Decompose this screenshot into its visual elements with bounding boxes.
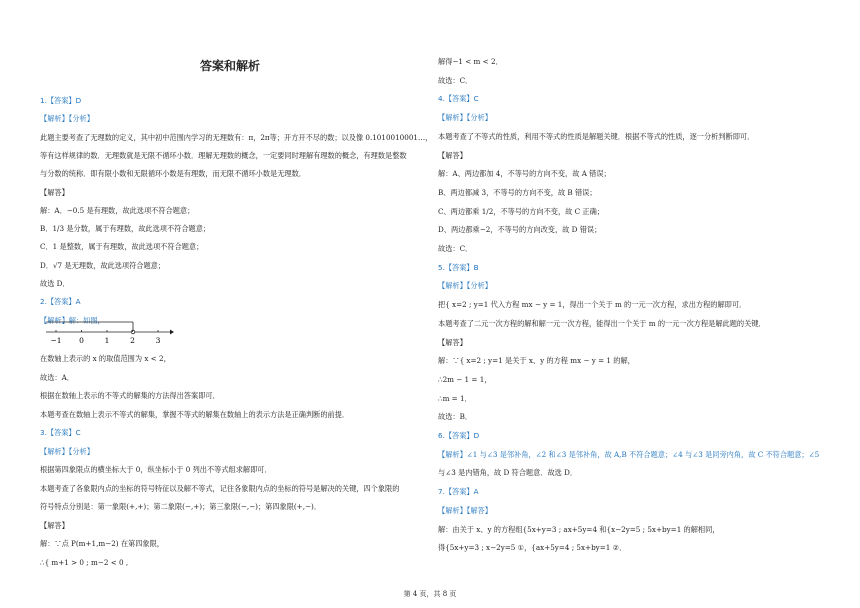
left2-line: 根据在数轴上表示的不等式的解集的方法得出答案即可． (40, 391, 220, 400)
right-line: 【解答】 (438, 337, 467, 347)
right-line: 【解析】【分析】 (438, 113, 492, 123)
right-line: 【解析】【解答】 (438, 505, 492, 515)
right-line: B、两边都减 3，不等号的方向不变，故 B 错误； (438, 187, 597, 197)
left-line: 解：A．−0.5 是有理数，故此选项不符合题意； (40, 205, 195, 215)
left2-line: 【解析】【分析】 (40, 446, 94, 456)
left2-line: ∴{ m+1 > 0 ; m−2 < 0 , (40, 557, 129, 567)
left2-line: 本题考查了各象限内点的坐标的符号特征以及解不等式，记住各象限内点的坐标的符号是解决的关键，四个象限的 (40, 483, 400, 493)
right-line: 【解析】∠1 与∠3 是邻补角，∠2 和∠3 是邻补角，故 A,B 不符合题意；∠4 与∠3 是同旁内角，故 C 不符合题意；∠5 (438, 449, 820, 459)
right-line: 7.【答案】A (438, 487, 479, 497)
right-line: 解：A、两边都加 4，不等号的方向不变，故 A 错误； (438, 169, 611, 179)
right-line: 得{5x+y=3 ; x−2y=5 ①，{ax+5y=4 ; 5x+by=1 ②． (438, 543, 627, 553)
tick-label: 0 (79, 336, 84, 345)
tick-label: −1 (50, 336, 62, 345)
right-line: ∴m = 1． (438, 393, 472, 403)
right-line: 解得−1 < m < 2． (438, 57, 503, 66)
tick-label: 1 (104, 336, 110, 345)
left2-line: 根据第四象限点的横坐标大于 0，纵坐标小于 0 列出不等式组求解即可． (40, 465, 272, 474)
left-line: 【解答】 (40, 187, 69, 197)
left-line: 与分数的统称．即有限小数和无限循环小数是有理数，而无限不循环小数是无理数． (40, 169, 306, 179)
right-line: 解：由关于 x、y 的方程组{5x+y=3 ; ax+5y=4 和{x−2y=5 ; 5x+by=1 的解相同， (438, 524, 720, 534)
right-line: 故选：C． (438, 244, 473, 253)
right-line: 解：∵{ x=2 ; y=1 是关于 x、y 的方程 mx − y = 1 的解， (438, 356, 635, 366)
left-line: 2.【答案】A (40, 297, 81, 307)
right-line: C、两边都乘 1/2，不等号的方向不变，故 C 正确； (438, 206, 604, 216)
open-circle-at-2 (131, 330, 135, 334)
left-line: D．√7 是无理数，故此选项符合题意； (40, 260, 166, 270)
left-line: 【解析】解：如图， (40, 315, 105, 325)
page-title: 答案和解析 (200, 59, 261, 73)
tick-label: 3 (155, 336, 161, 345)
left-line: 1.【答案】D (40, 96, 82, 105)
right-line: 6.【答案】D (438, 431, 480, 440)
left-line: 此题主要考查了无理数的定义，其中初中范围内学习的无理数有：π，2π等；开方开不尽的数；以及像 0.1010010001…， (40, 132, 433, 142)
right-line: 把{ x=2 ; y=1 代入方程 mx − y = 1，得出一个关于 m 的一元一次方程，求出方程的解即可． (438, 300, 747, 310)
left-line: 等有这样规律的数．无理数就是无限不循环小数．理解无理数的概念，一定要同时理解有理数的概念，有理数是整数 (40, 150, 407, 160)
left2-line: 本题考查在数轴上表示不等式的解集，掌握不等式的解集在数轴上的表示方法是正确判断的前提． (40, 409, 350, 419)
right-line: 【解析】【分析】 (438, 281, 492, 291)
left-line: 【解析】【分析】 (40, 114, 94, 124)
number-line-arrow (170, 330, 174, 335)
left2-line: 在数轴上表示的 x 的取值范围为 x < 2， (40, 354, 171, 363)
right-line: D、两边都乘−2，不等号的方向改变，故 D 错误； (438, 225, 602, 235)
right-line: 4.【答案】C (438, 94, 479, 104)
right-line: 与∠3 是内错角，故 D 符合题意．故选 D． (438, 468, 578, 478)
left-line: 故选 D． (40, 279, 70, 288)
right-line: ∴2m − 1 = 1， (438, 374, 492, 384)
left-line: C．1 是整数，属于有理数，故此选项不符合题意； (40, 242, 204, 252)
left2-line: 符号特点分别是：第一象限(+,+)；第二象限(−,+)；第三象限(−,−)；第四象限(+,−)． (40, 502, 322, 511)
right-line: 故选：C． (438, 75, 473, 85)
right-line: 故选：B． (438, 412, 473, 422)
right-line: 【解答】 (438, 150, 467, 160)
left2-line: 故选：A． (40, 372, 74, 382)
right-line: 本题考查了不等式的性质，利用不等式的性质是解题关键．根据不等式的性质，逐一分析判断即可． (438, 131, 755, 141)
page-footer: 第 4 页，共 8 页 (403, 590, 457, 598)
left2-line: 3.【答案】C (40, 428, 81, 437)
right-line: 本题考查了二元一次方程的解和解一元一次方程，能得出一个关于 m 的一元一次方程是解此题的关键． (438, 318, 766, 328)
right-line: 5.【答案】B (438, 262, 479, 272)
left2-line: 解：∵点 P(m+1,m−2) 在第四象限， (40, 539, 164, 548)
number-line-figure (44, 318, 174, 350)
tick-label: 2 (130, 336, 135, 345)
left-line: B．1/3 是分数，属于有理数，故此选项不符合题意； (40, 224, 211, 234)
left2-line: 【解答】 (40, 520, 69, 530)
